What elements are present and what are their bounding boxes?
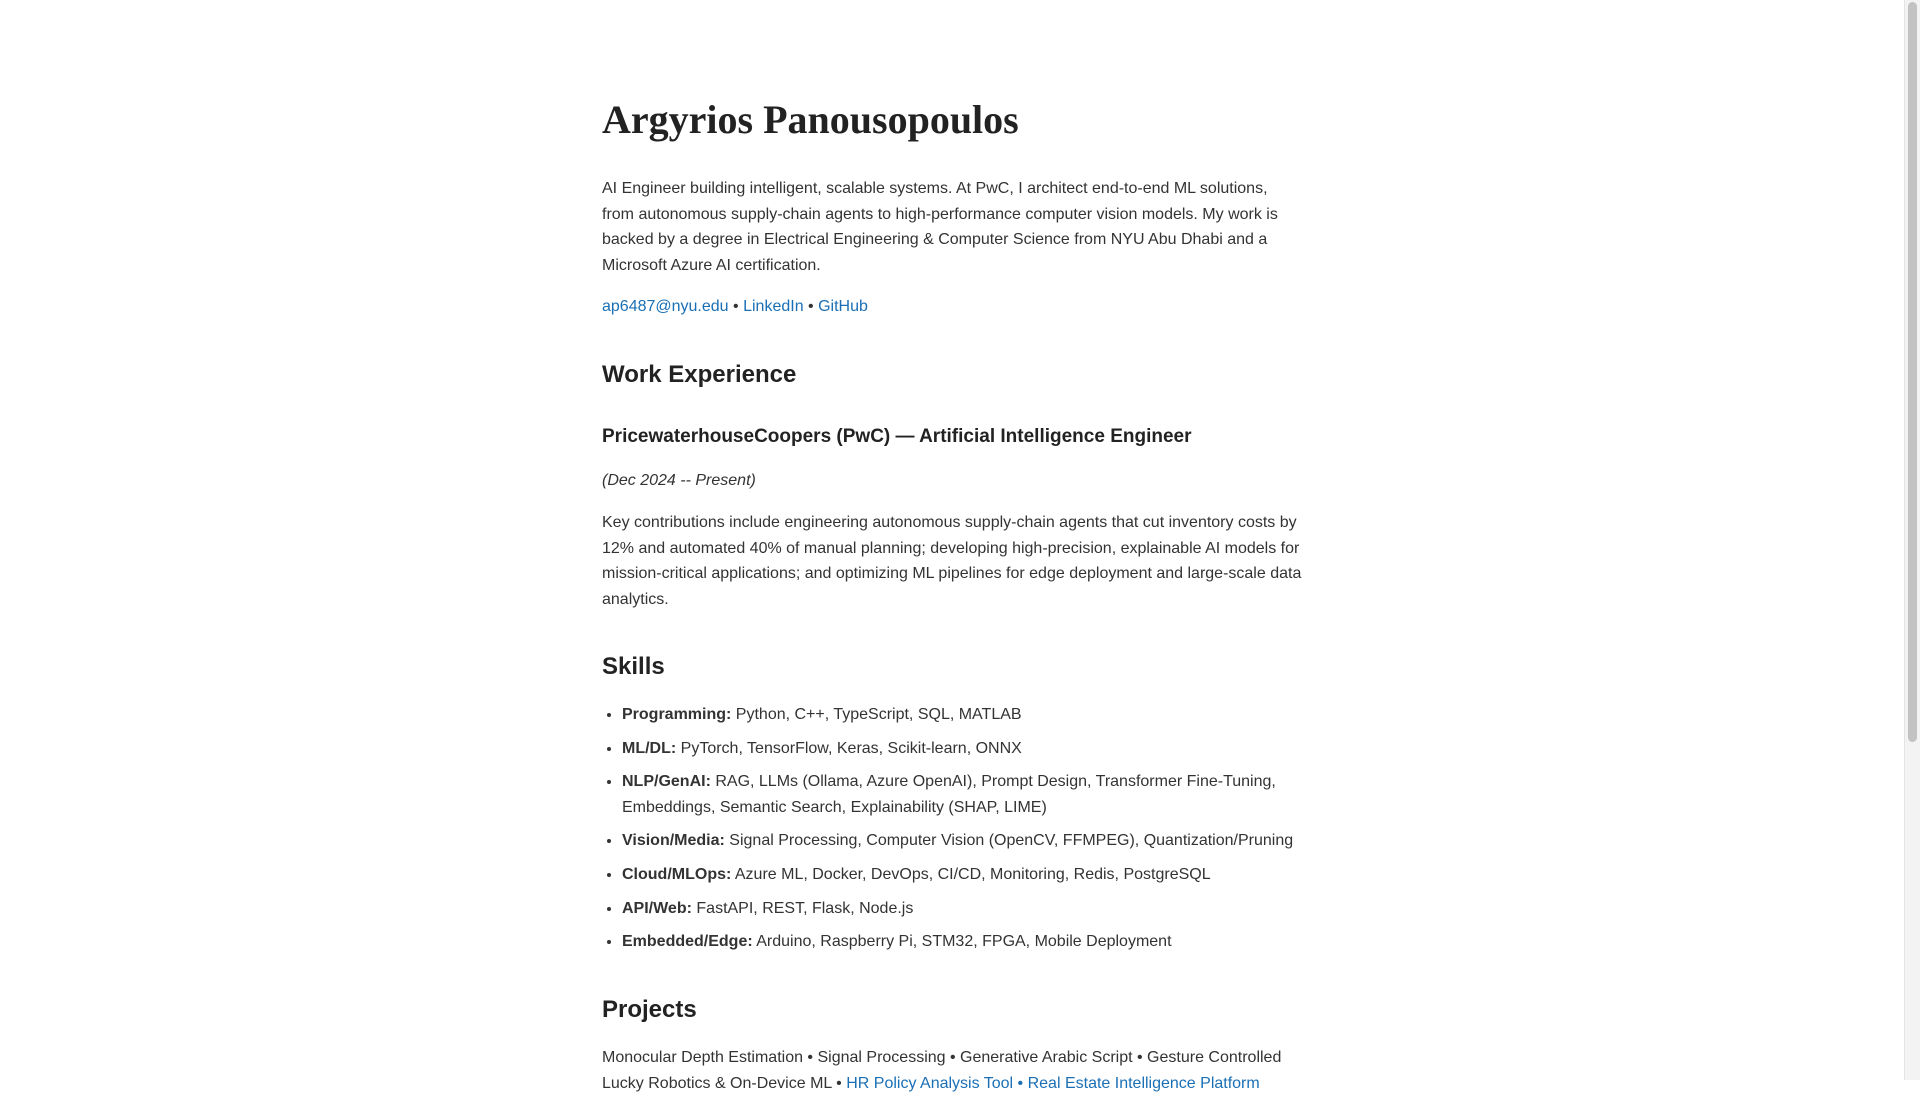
project-links[interactable]: HR Policy Analysis Tool • Real Estate Intelligence Platform [846, 1074, 1260, 1092]
skills-section [602, 653, 1303, 682]
skill-value: Azure ML, Docker, DevOps, CI/CD, Monitoring, Redis, PostgreSQL [734, 865, 1211, 883]
projects-heading: Projects [602, 996, 697, 1023]
skill-item [622, 862, 1303, 888]
job-description: Key contributions include engineering autonomous supply-chain agents that cut inventory costs by 12% and automated 40% of manual planning; developing high-precision, explainable AI models for mission-critical applications; and optimizing ML pipelines for edge deployment and large-scale data analytics. [602, 514, 1302, 608]
skill-item [622, 828, 1303, 854]
skill-item [622, 769, 1303, 820]
job-dates-block [602, 468, 1303, 494]
linkedin-link[interactable]: LinkedIn [743, 298, 804, 315]
job-entry [602, 426, 1303, 449]
skill-label: NLP/GenAI: [622, 773, 711, 791]
job-description-block [602, 510, 1303, 612]
skill-label: Programming: [622, 706, 732, 723]
bio-text: AI Engineer building intelligent, scalable systems. At PwC, I architect end-to-end ML solutions, from autonomous supply-chain agents to high-performance computer vision models. My work is backed by a degree in Electrical Engineering & Computer Science from NYU Abu Dhabi and a Microsoft Azure AI certification. [602, 180, 1278, 274]
scrollbar-thumb[interactable] [1908, 2, 1917, 742]
skill-item [622, 929, 1303, 955]
work-experience-heading: Work Experience [602, 361, 797, 388]
email-link[interactable]: ap6487@nyu.edu [602, 298, 729, 315]
projects-line-1: Monocular Depth Estimation • Signal Processing • Generative Arabic Script • Gesture Controlled [602, 1049, 1282, 1066]
skill-value: Signal Processing, Computer Vision (OpenCV, FFMPEG), Quantization/Pruning [729, 832, 1294, 850]
skill-value: RAG, LLMs (Ollama, Azure OpenAI), Prompt Design, Transformer Fine-Tuning, Embeddings, Semantic Search, Explainability (SHAP, LIME) [622, 773, 1276, 816]
projects-list-block [602, 1045, 1303, 1096]
vertical-scrollbar[interactable] [1904, 0, 1920, 1080]
skill-value: Arduino, Raspberry Pi, STM32, FPGA, Mobile Deployment [756, 933, 1172, 951]
skill-value: PyTorch, TensorFlow, Keras, Scikit-learn, ONNX [680, 739, 1022, 757]
skill-label: Vision/Media: [622, 832, 725, 850]
skills-heading: Skills [602, 653, 665, 680]
skill-value: FastAPI, REST, Flask, Node.js [696, 899, 914, 917]
skills-list-block [602, 702, 1303, 963]
skills-list [602, 702, 1303, 955]
skill-item [622, 702, 1303, 728]
skill-item [622, 736, 1303, 762]
skill-item [622, 896, 1303, 922]
skill-label: Cloud/MLOps: [622, 865, 732, 883]
skill-value: Python, C++, TypeScript, SQL, MATLAB [735, 706, 1022, 723]
contact-links [602, 294, 1303, 320]
projects-section [602, 996, 1303, 1025]
work-experience-section [602, 361, 1303, 390]
projects-text [602, 1045, 1303, 1096]
skill-label: Embedded/Edge: [622, 933, 753, 951]
skill-label: API/Web: [622, 899, 692, 917]
separator: • [733, 298, 739, 315]
github-link[interactable]: GitHub [818, 298, 868, 315]
job-title: PricewaterhouseCoopers (PwC) — Artificial Intelligence Engineer [602, 426, 1192, 447]
skill-label: ML/DL: [622, 739, 677, 757]
job-dates: (Dec 2024 -- Present) [602, 472, 756, 489]
bio-section [602, 176, 1303, 278]
page-title: Argyrios Panousopoulos [602, 97, 1019, 142]
projects-line-2: Lucky Robotics & On-Device ML • [602, 1074, 842, 1092]
separator: • [808, 298, 814, 315]
